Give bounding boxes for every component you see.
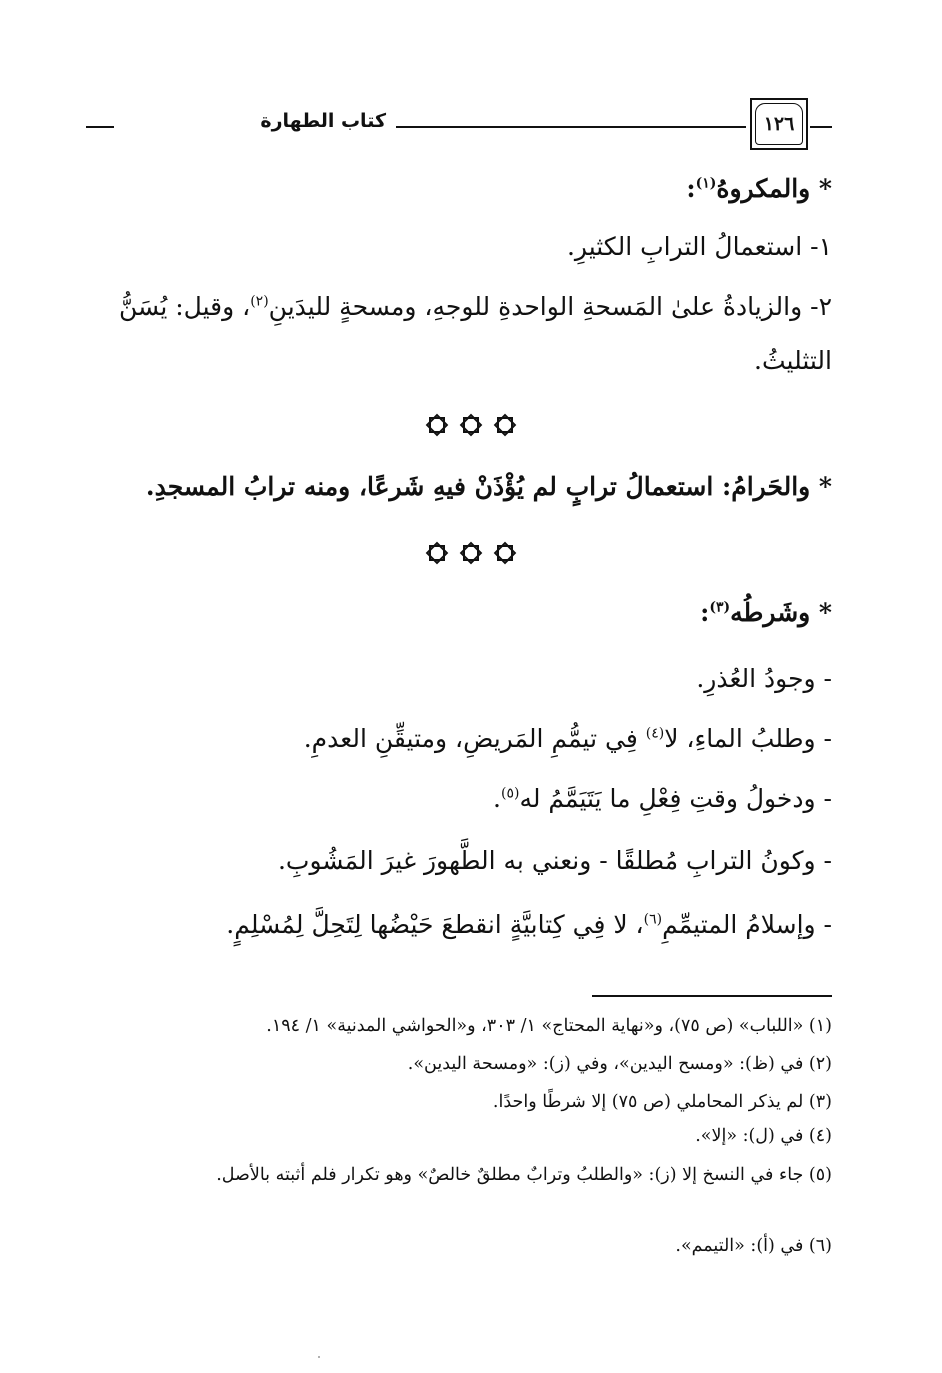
shart-item-1: - وجودُ العُذرِ.: [696, 664, 832, 693]
eight-point-star-icon: [458, 540, 484, 566]
shart-item-2-b: فِي تيمُّمِ المَريضِ، ومتيقِّنِ العدمِ.: [303, 724, 646, 753]
makruh-heading-text: * والمكروهُ: [716, 174, 832, 203]
makruh-item-2-continuation: التثليثُ.: [754, 346, 832, 375]
scan-speck: [318, 1356, 320, 1358]
eight-point-star-icon: [492, 412, 518, 438]
shart-item-5-b: ، لا فِي كِتابيَّةٍ انقطعَ حَيْضُها لِتَحِلَّ لِمُسْلِمٍ.: [226, 910, 644, 939]
header-rule-right: [810, 126, 832, 128]
footnote-5: (٥) جاء في النسخ إلا (ز): «والطلبُ وترابٌ مطلقٌ خالصٌ» وهو تكرار فلم أثبته بالأصل.: [216, 1165, 832, 1185]
haram-paragraph: * والحَرامُ: استعمالُ ترابٍ لم يُؤْذَنْ فيهِ شَرعًا، ومنه ترابُ المسجدِ.: [145, 472, 832, 501]
footnote-2: (٢) في (ظ): «ومسح اليدين»، وفي (ز): «ومسحة اليدين».: [407, 1054, 832, 1074]
shart-item-5: [226, 912, 832, 937]
book-title: كتاب الطهارة: [260, 110, 386, 132]
footnote-ref-2: (٢): [250, 293, 269, 310]
shart-heading: [700, 600, 832, 625]
eight-point-star-icon: [424, 540, 450, 566]
header-rule-middle: [396, 126, 746, 128]
makruh-item-2-text: ٢- والزيادةُ علىٰ المَسحةِ الواحدةِ للوجهِ، ومسحةٍ لليدَينِ: [268, 292, 832, 321]
section-divider-1: [0, 412, 942, 438]
shart-item-2-a: - وطلبُ الماءِ، لا: [664, 724, 832, 753]
page-number: ١٢٦: [755, 103, 803, 145]
section-divider-2: [0, 540, 942, 566]
shart-item-5-a: - وإسلامُ المتيمِّمِ: [662, 910, 832, 939]
footnote-6: (٦) في (أ): «التيمم».: [675, 1236, 832, 1256]
makruh-item-2: [119, 294, 832, 319]
shart-heading-colon: :: [700, 598, 710, 627]
shart-item-3-b: .: [493, 784, 501, 813]
shart-item-3-a: - ودخولُ وقتِ فِعْلِ ما يَتَيَمَّمُ له: [519, 784, 832, 813]
shart-item-2: [304, 726, 832, 751]
footnote-3: (٣) لم يذكر المحاملي (ص ٧٥) إلا شرطًا واحدًا.: [492, 1092, 832, 1112]
makruh-item-2-tail: ، وقيل: يُسَنُّ: [119, 292, 251, 321]
eight-point-star-icon: [458, 412, 484, 438]
footnote-4: (٤) في (ل): «إلا».: [695, 1126, 832, 1146]
makruh-heading: [686, 176, 832, 201]
footnote-ref-5: (٥): [500, 785, 520, 802]
footnote-ref-1: (١): [695, 175, 717, 192]
header-rule-left: [86, 126, 114, 128]
shart-heading-text: * وشَرطُه: [730, 598, 832, 627]
eight-point-star-icon: [424, 412, 450, 438]
shart-item-4: - وكونُ الترابِ مُطلقًا - ونعني به الطَّهورَ غيرَ المَشُوبِ.: [277, 846, 832, 875]
footnote-ref-3: (٣): [709, 599, 731, 616]
footnote-separator: [592, 995, 832, 997]
eight-point-star-icon: [492, 540, 518, 566]
makruh-item-1: ١- استعمالُ الترابِ الكثيرِ.: [566, 232, 832, 261]
page-header: [80, 98, 832, 156]
footnote-ref-4: (٤): [645, 725, 665, 742]
makruh-heading-colon: :: [686, 174, 696, 203]
footnote-1: (١) «اللباب» (ص ٧٥)، و«نهاية المحتاج» ١/ ٣٠٣، و«الحواشي المدنية» ١/ ١٩٤.: [266, 1016, 832, 1036]
footnote-ref-6: (٦): [643, 911, 663, 928]
shart-item-3: [493, 786, 832, 811]
page-number-frame: [750, 98, 808, 150]
